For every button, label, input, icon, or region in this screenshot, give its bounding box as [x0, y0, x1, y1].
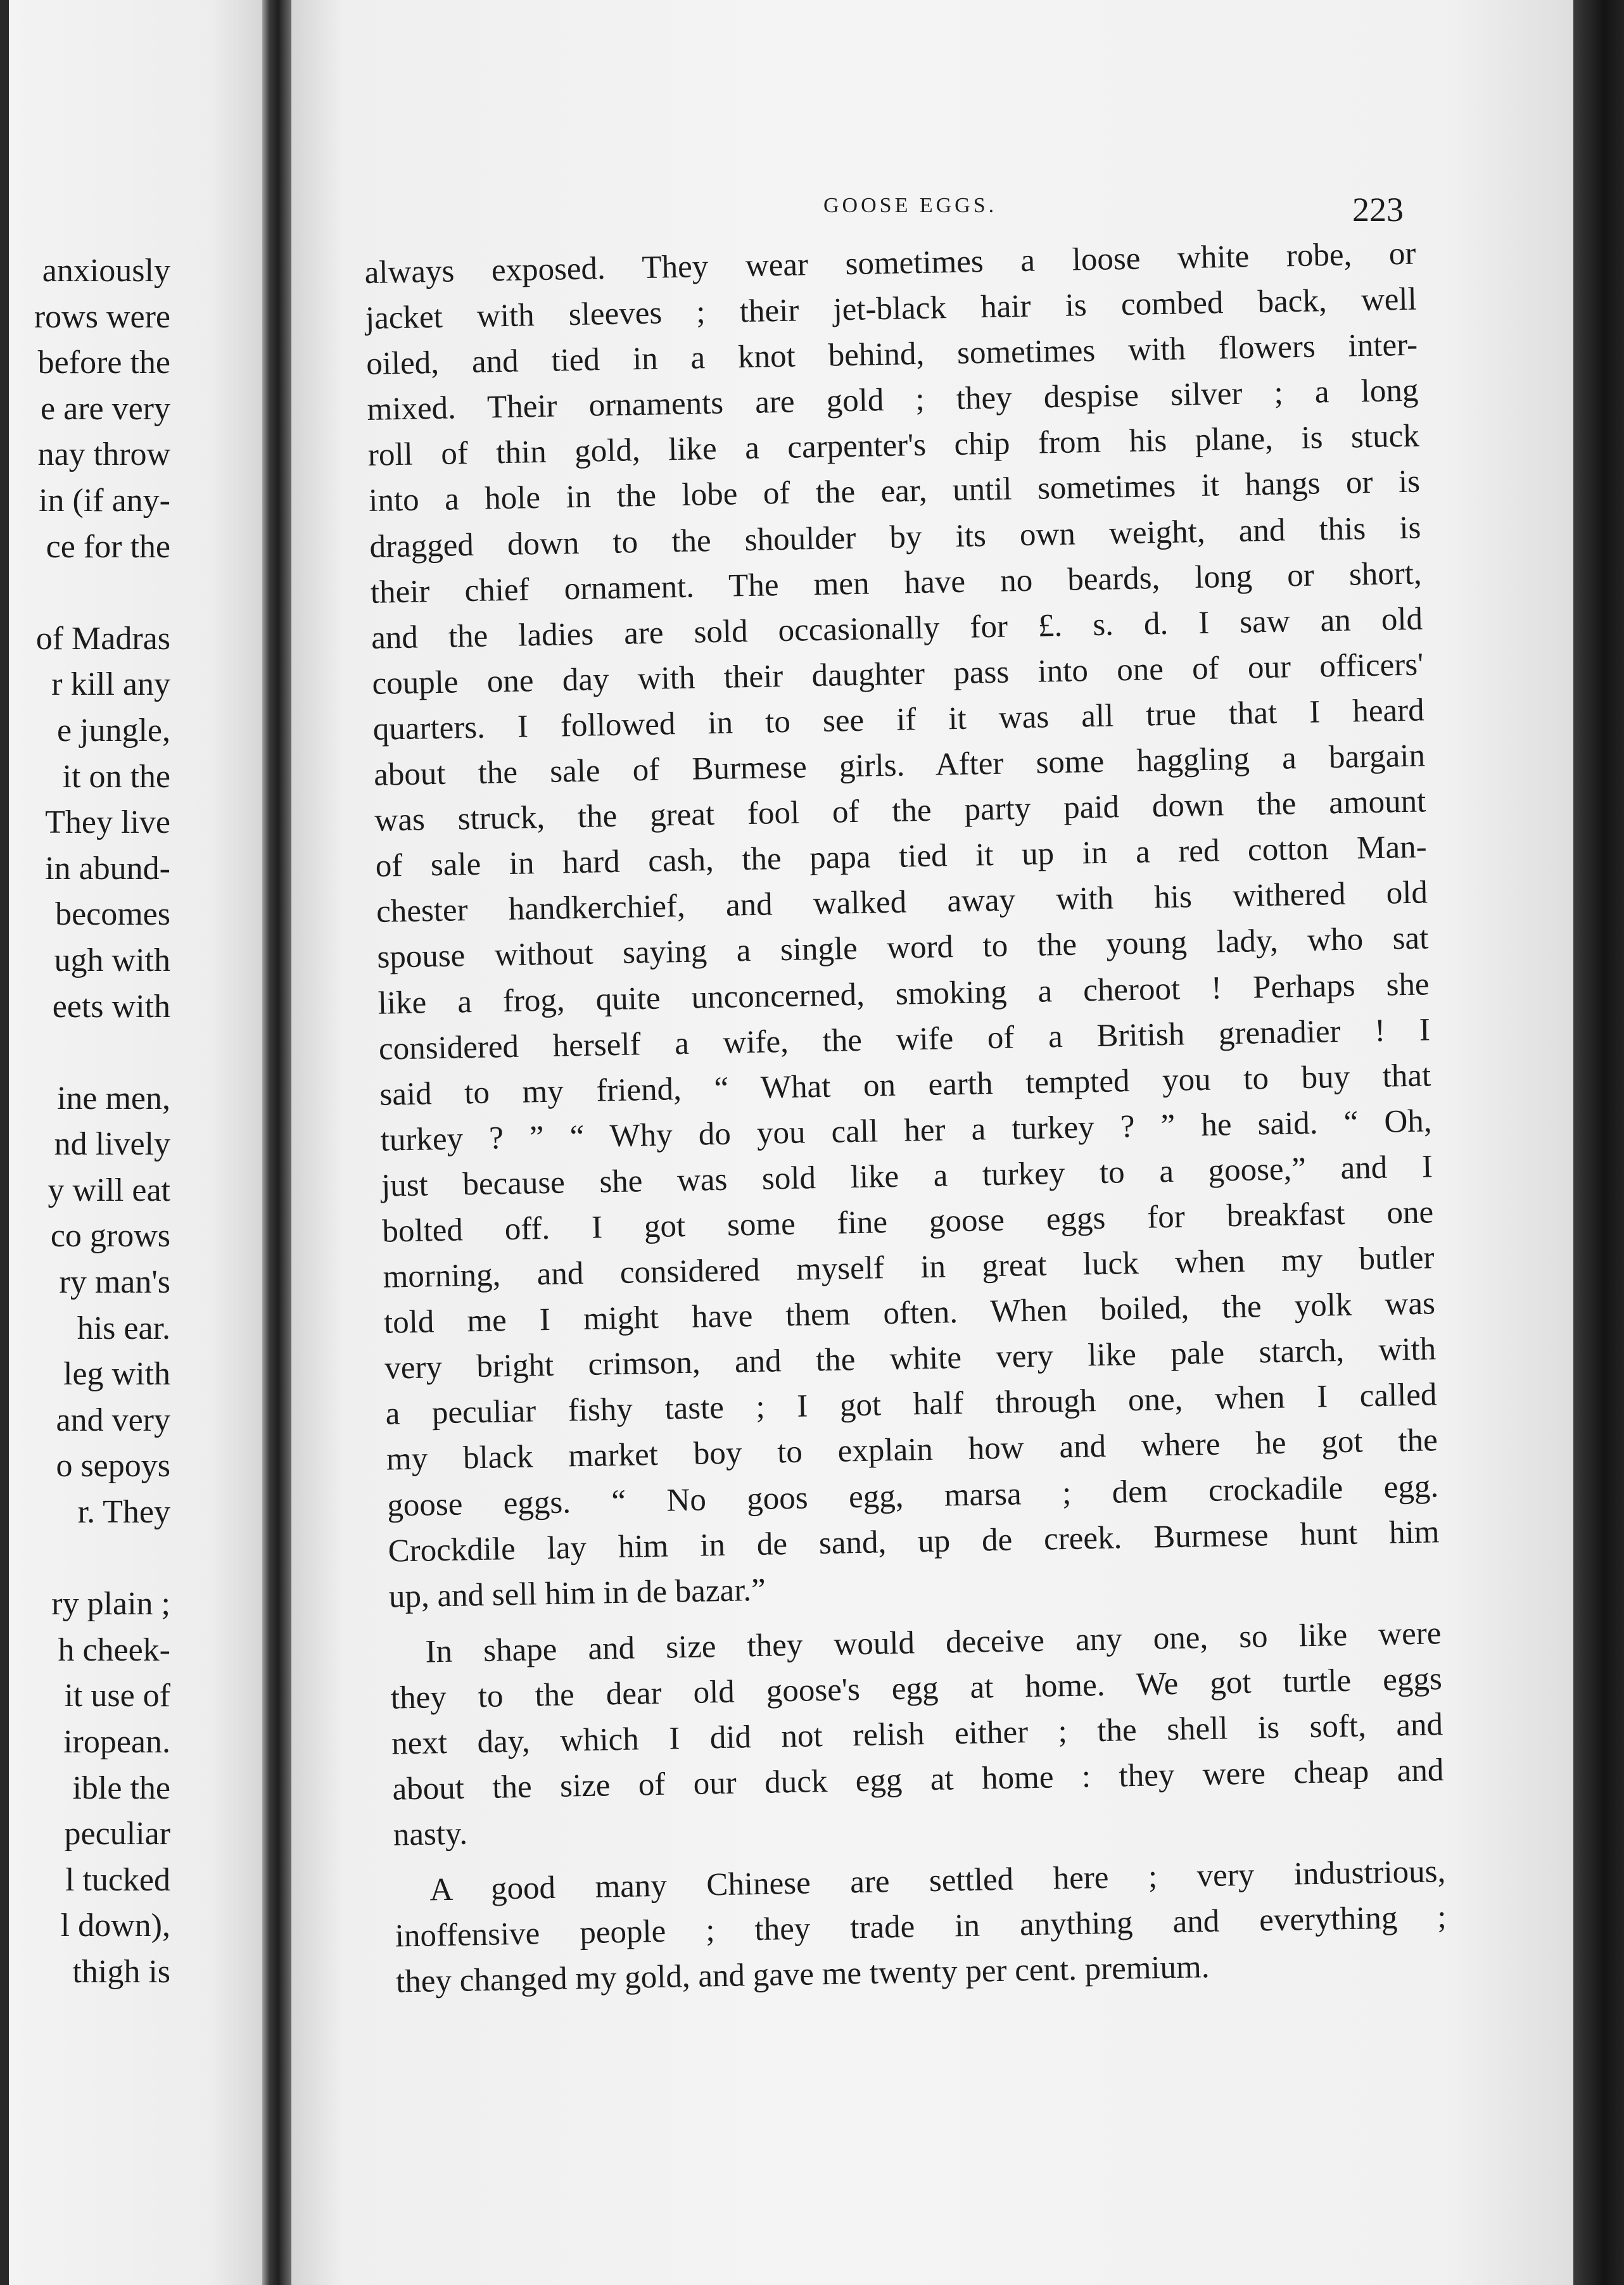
text-line: considered herself a wife, the wife of a British grenadier ! I [378, 1011, 1431, 1067]
previous-page-line: iropean. [63, 1724, 170, 1760]
previous-page-line: nd lively [54, 1126, 170, 1163]
previous-page-line: o sepoys [56, 1448, 170, 1484]
text-line: turkey ? ” “ Why do you call her a turkey ? ” he said. “ Oh, [380, 1103, 1432, 1158]
scan-edge-right [1573, 0, 1624, 2285]
previous-page-line: in (if any- [39, 482, 170, 519]
text-line: about the sale of Burmese girls. After some haggling a bargain [373, 738, 1426, 793]
page-number: 223 [1352, 191, 1404, 229]
previous-page-line: h cheek- [58, 1631, 170, 1668]
previous-page-line: l down), [60, 1908, 170, 1944]
previous-page-line: of Madras [35, 620, 170, 657]
text-line: quarters. I followed in to see if it was all true that I heard [372, 692, 1425, 747]
text-line: A good many Chinese are settled here ; very industrious, [429, 1854, 1446, 1908]
book-gutter [262, 0, 291, 2285]
text-line: was struck, the great fool of the party paid down the amount [374, 783, 1426, 839]
previous-page-line: becomes [55, 896, 170, 933]
text-line: chester handkerchief, and walked away with his withered old [376, 875, 1428, 930]
text-line: mixed. Their ornaments are gold ; they despise silver ; a long [367, 372, 1419, 428]
text-line: spouse without saying a single word to the young lady, who sat [376, 920, 1429, 976]
body-text [364, 231, 1448, 2006]
text-line: they changed my gold, and gave me twenty per cent. premium. [395, 1949, 1210, 2001]
text-line: oiled, and tied in a knot behind, sometimes with flowers inter- [365, 327, 1418, 383]
previous-page-line: his ear. [77, 1310, 170, 1346]
text-line: said to my friend, “ What on earth tempted you to buy that [379, 1058, 1431, 1113]
scan-edge-left [0, 0, 9, 2285]
previous-page-line: e are very [41, 390, 170, 427]
previous-page-line: peculiar [64, 1816, 170, 1852]
previous-page-line: co grows [50, 1218, 170, 1255]
previous-page-line: it on the [62, 758, 170, 795]
previous-page-line: ry man's [59, 1264, 170, 1301]
paragraph [390, 1611, 1445, 1858]
text-line: bolted off. I got some fine goose eggs for breakfast one [381, 1194, 1434, 1250]
previous-page-line: and very [56, 1402, 170, 1438]
previous-page-line: eets with [52, 988, 170, 1025]
text-line: a peculiar fishy taste ; I got half through one, when I called [385, 1377, 1437, 1433]
text-line: about the size of our duck egg at home : they were cheap and [392, 1752, 1444, 1807]
previous-page-line: y will eat [48, 1172, 170, 1208]
text-line: and the ladies are sold occasionally for £. s. d. I saw an old [371, 601, 1423, 656]
previous-page-line: ce for the [46, 528, 170, 565]
previous-page-line: r. They [77, 1494, 170, 1531]
previous-page-line [9, 1030, 170, 1076]
text-line: my black market boy to explain how and where he got the [386, 1422, 1438, 1478]
text-line: roll of thin gold, like a carpenter's chip from his plane, is stuck [367, 418, 1420, 474]
previous-page-line [9, 570, 170, 616]
text-line: In shape and size they would deceive any one, so like were [425, 1616, 1442, 1670]
text-line: of sale in hard cash, the papa tied it up in a red cotton Man- [375, 829, 1428, 885]
text-line: couple one day with their daughter pass into one of our officers' [372, 647, 1424, 702]
text-line: just because she was sold like a turkey to a goose,” and I [381, 1149, 1433, 1204]
text-line: their chief ornament. The men have no beards, long or short, [370, 555, 1423, 611]
text-line: like a frog, quite unconcerned, smoking a cheroot ! Perhaps she [377, 966, 1430, 1022]
text-line: next day, which I did not relish either ; the shell is soft, and [391, 1707, 1443, 1762]
previous-page-line: e jungle, [56, 712, 170, 749]
previous-page-line: ugh with [54, 942, 170, 978]
previous-page-line: thigh is [72, 1953, 170, 1990]
text-line: dragged down to the shoulder by its own weight, and this is [369, 510, 1421, 565]
previous-page-line: leg with [63, 1356, 170, 1393]
previous-page-text-fragments [9, 248, 170, 1996]
previous-page-line: it use of [64, 1678, 170, 1714]
text-line: always exposed. They wear sometimes a loose white robe, or [364, 236, 1416, 291]
text-line: jacket with sleeves ; their jet-black hair is combed back, well [365, 281, 1418, 337]
text-line: very bright crimson, and the white very like pale starch, with [384, 1331, 1437, 1386]
previous-page-line: ine men, [56, 1080, 170, 1117]
previous-page-line: ry plain ; [51, 1586, 170, 1623]
previous-page-line: in abund- [45, 850, 170, 887]
previous-page-line [9, 1536, 170, 1582]
previous-page [9, 0, 262, 2285]
text-line: told me I might have them often. When boiled, the yolk was [383, 1286, 1436, 1341]
text-line: inoffensive people ; they trade in anything and everything ; [395, 1899, 1447, 1954]
text-line: up, and sell him in de bazar.” [388, 1572, 766, 1615]
previous-page-line: l tucked [65, 1861, 170, 1898]
previous-page-line: ible the [72, 1769, 170, 1806]
previous-page-line: nay throw [37, 436, 170, 473]
previous-page-line: anxiously [42, 253, 170, 289]
text-line: Crockdile lay him in de sand, up de creek. Burmese hunt him [388, 1514, 1440, 1569]
previous-page-line: before the [37, 345, 170, 381]
previous-page-line: r kill any [51, 666, 170, 703]
paragraph [394, 1849, 1448, 2005]
running-head: GOOSE EGGS. [823, 194, 998, 217]
text-line: nasty. [393, 1816, 468, 1853]
text-line: morning, and considered myself in great luck when my butler [383, 1240, 1435, 1295]
previous-page-line: rows were [34, 298, 170, 335]
text-line: goose eggs. “ No goos egg, marsa ; dem crockadile egg. [386, 1468, 1439, 1524]
previous-page-line: They live [45, 804, 170, 841]
text-line: they to the dear old goose's egg at home. We got turtle eggs [390, 1661, 1443, 1716]
paragraph [364, 231, 1440, 1620]
text-line: into a hole in the lobe of the ear, until sometimes it hangs or is [368, 464, 1421, 519]
